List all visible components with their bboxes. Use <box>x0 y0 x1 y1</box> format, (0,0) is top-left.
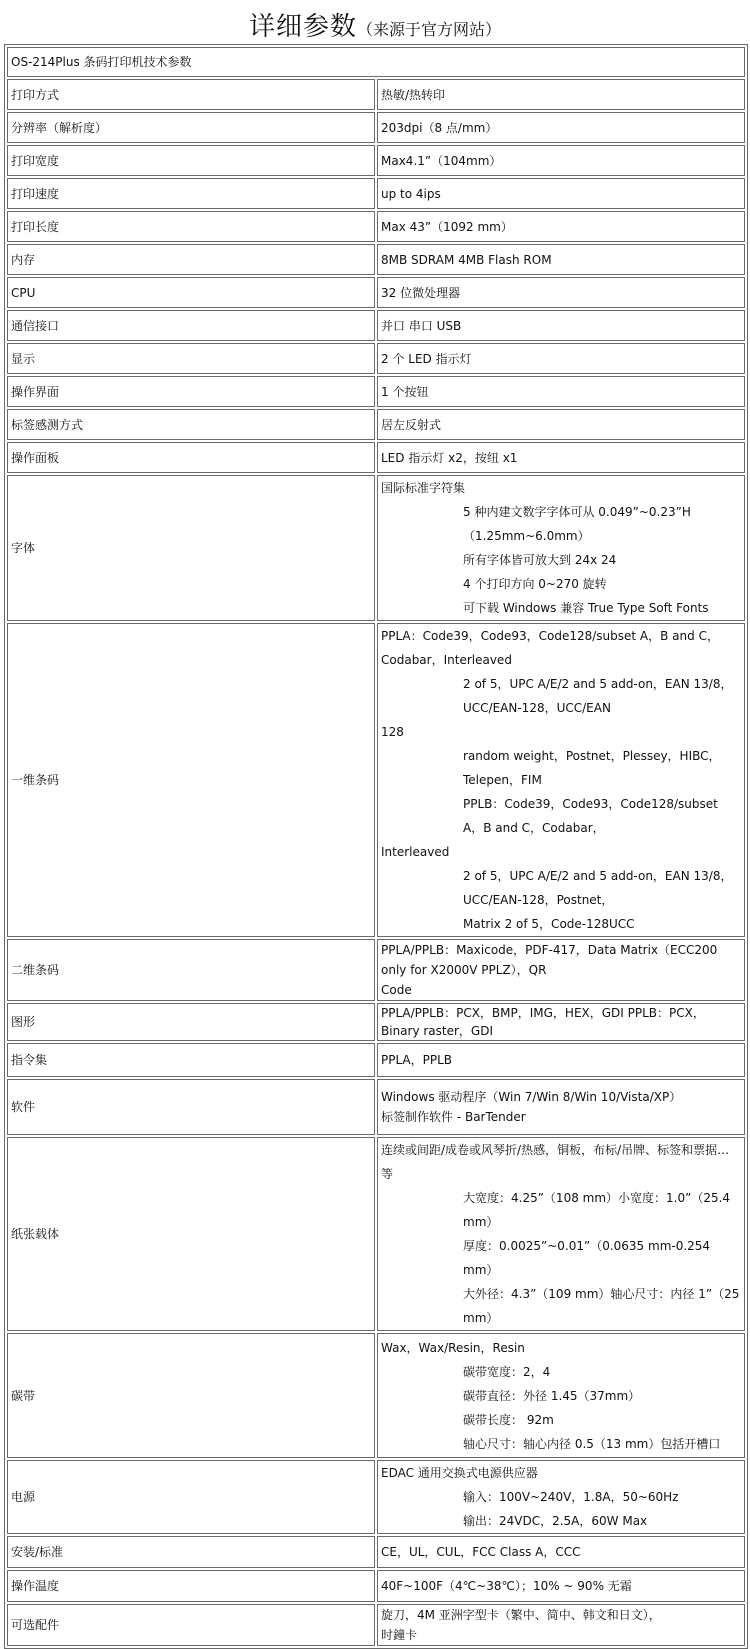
text-line: 碳带长度： 92m <box>463 1412 554 1427</box>
text-line: 输入：100V~240V，1.8A，50~60Hz <box>463 1490 679 1504</box>
spec-label: 操作温度 <box>7 1570 375 1602</box>
spec-value: 8MB SDRAM 4MB Flash ROM <box>377 244 745 275</box>
spec-label: CPU <box>7 277 375 308</box>
table-row <box>7 145 745 176</box>
table-row <box>7 1570 745 1602</box>
text-line: Windows 驱动程序（Win 7/Win 8/Win 10/Vista/XP） <box>381 1090 682 1104</box>
spec-value <box>377 939 745 1001</box>
table-row <box>7 211 745 242</box>
table-heading: OS-214Plus 条码打印机技术参数 <box>7 47 745 77</box>
spec-label: 碳带 <box>7 1333 375 1458</box>
text-line: Code <box>381 983 412 997</box>
spec-label: 二维条码 <box>7 939 375 1001</box>
spec-value <box>377 475 745 621</box>
table-row <box>7 376 745 407</box>
spec-value: PPLA，PPLB <box>377 1043 745 1077</box>
table-row <box>7 939 745 1001</box>
spec-label: 软件 <box>7 1079 375 1135</box>
text-line: 可下载 Windows 兼容 True Type Soft Fonts <box>463 601 709 615</box>
text-line: 厚度：0.0025”~0.01”（0.0635 mm-0.254 mm） <box>463 1239 711 1277</box>
text-line: 5 种内建文数字字体可从 0.049”~0.23”H（1.25mm~6.0mm） <box>463 505 691 543</box>
spec-value: 并口 串口 USB <box>377 310 745 341</box>
table-row <box>7 112 745 143</box>
table-heading-row <box>7 47 745 77</box>
table-row <box>7 1536 745 1568</box>
text-line: 大外径：4.3”（109 mm）轴心尺寸：内径 1”（25 mm） <box>463 1287 740 1325</box>
text-line: 旋刀，4M 亚洲字型卡（繁中、简中、韩文和日文）， <box>381 1608 661 1622</box>
text-line: Wax，Wax/Resin，Resin <box>381 1340 525 1355</box>
text-line: 大宽度：4.25”（108 mm）小宽度：1.0”（25.4 mm） <box>463 1191 731 1229</box>
table-row <box>7 244 745 275</box>
spec-label: 纸张载体 <box>7 1137 375 1331</box>
spec-label: 操作面板 <box>7 442 375 473</box>
text-line: 碳带宽度：2，4 <box>463 1364 551 1379</box>
spec-label: 内存 <box>7 244 375 275</box>
spec-label: 一维条码 <box>7 623 375 937</box>
spec-label: 操作界面 <box>7 376 375 407</box>
spec-value <box>377 623 745 937</box>
table-row <box>7 1079 745 1135</box>
spec-value <box>377 1137 745 1331</box>
title-main: 详细参数 <box>248 12 357 42</box>
table-row <box>7 1604 745 1646</box>
table-row <box>7 178 745 209</box>
spec-label: 字体 <box>7 475 375 621</box>
title-sub: （来源于官方网站） <box>357 20 502 39</box>
spec-label: 通信接口 <box>7 310 375 341</box>
spec-value: 40F~100F（4℃~38℃）；10% ~ 90% 无霜 <box>377 1570 745 1602</box>
spec-value <box>377 1460 745 1534</box>
spec-value: PPLA/PPLB：PCX，BMP，IMG，HEX，GDI PPLB：PCX，Binary raster，GDI <box>377 1003 745 1041</box>
text-line: 输出：24VDC，2.5A，60W Max <box>463 1514 648 1528</box>
text-line: PPLB：Code39，Code93，Code128/subset A，B and C，Codabar， <box>463 797 718 835</box>
table-row <box>7 442 745 473</box>
text-line: PPLA：Code39，Code93，Code128/subset A，B and C，Codabar，Interleaved <box>381 629 719 667</box>
text-line: 所有字体皆可放大到 24x 24 <box>463 553 617 567</box>
spec-value: up to 4ips <box>377 178 745 209</box>
spec-label: 打印宽度 <box>7 145 375 176</box>
table-row <box>7 310 745 341</box>
text-line: 国际标准字符集 <box>381 481 466 495</box>
spec-table <box>4 44 748 1649</box>
spec-value: CE，UL，CUL，FCC Class A，CCC <box>377 1536 745 1568</box>
spec-value: 热敏/热转印 <box>377 79 745 110</box>
spec-label: 图形 <box>7 1003 375 1041</box>
spec-label: 指令集 <box>7 1043 375 1077</box>
spec-value <box>377 1079 745 1135</box>
text-line: random weight，Postnet，Plessey，HIBC，Telepen，FIM <box>463 749 721 787</box>
text-line: EDAC 通用交换式电源供应器 <box>381 1466 538 1480</box>
spec-value: 203dpi（8 点/mm） <box>377 112 745 143</box>
spec-label: 打印速度 <box>7 178 375 209</box>
table-row <box>7 1043 745 1077</box>
spec-value <box>377 1333 745 1458</box>
spec-label: 分辨率（解析度） <box>7 112 375 143</box>
spec-value: 居左反射式 <box>377 409 745 440</box>
table-row <box>7 79 745 110</box>
text-line: 轴心尺寸：轴心内径 0.5（13 mm）包括开槽口 <box>463 1436 721 1451</box>
spec-value: Max 43”（1092 mm） <box>377 211 745 242</box>
text-line: 2 of 5，UPC A/E/2 and 5 add-on，EAN 13/8，UCC/EAN-128，UCC/EAN <box>463 677 733 715</box>
text-line: 128 <box>381 725 404 739</box>
spec-label: 标签感测方式 <box>7 409 375 440</box>
spec-value <box>377 1604 745 1646</box>
text-line: PPLA/PPLB：Maxicode，PDF-417，Data Matrix（ECC200 only for X2000V PPLZ），QR <box>381 943 718 977</box>
spec-label: 打印方式 <box>7 79 375 110</box>
table-row <box>7 1333 745 1458</box>
text-line: 4 个打印方向 0~270 旋转 <box>463 577 607 591</box>
page-title <box>0 0 750 44</box>
table-row <box>7 277 745 308</box>
text-line: 连续或间距/成卷或风琴折/热感，铜板，布标/吊牌、标签和票据…等 <box>381 1143 730 1181</box>
text-line: 碳带直径：外径 1.45（37mm） <box>463 1388 641 1403</box>
spec-label: 安装/标准 <box>7 1536 375 1568</box>
table-row <box>7 409 745 440</box>
text-line: Interleaved <box>381 845 450 859</box>
spec-value: 2 个 LED 指示灯 <box>377 343 745 374</box>
text-line: 标签制作软件 - BarTender <box>381 1110 526 1124</box>
spec-value: 1 个按钮 <box>377 376 745 407</box>
table-row <box>7 1003 745 1041</box>
spec-value: LED 指示灯 x2，按纽 x1 <box>377 442 745 473</box>
spec-label: 显示 <box>7 343 375 374</box>
spec-value: 32 位微处理器 <box>377 277 745 308</box>
table-row <box>7 475 745 621</box>
table-row <box>7 1460 745 1534</box>
table-row <box>7 1137 745 1331</box>
text-line: 2 of 5，UPC A/E/2 and 5 add-on，EAN 13/8，UCC/EAN-128，Postnet， <box>463 869 733 907</box>
spec-label: 打印长度 <box>7 211 375 242</box>
table-row <box>7 623 745 937</box>
text-line: Matrix 2 of 5，Code-128UCC <box>463 917 635 931</box>
spec-label: 可选配件 <box>7 1604 375 1646</box>
spec-value: Max4.1”（104mm） <box>377 145 745 176</box>
spec-label: 电源 <box>7 1460 375 1534</box>
table-row <box>7 343 745 374</box>
text-line: 时鐘卡 <box>381 1628 418 1642</box>
